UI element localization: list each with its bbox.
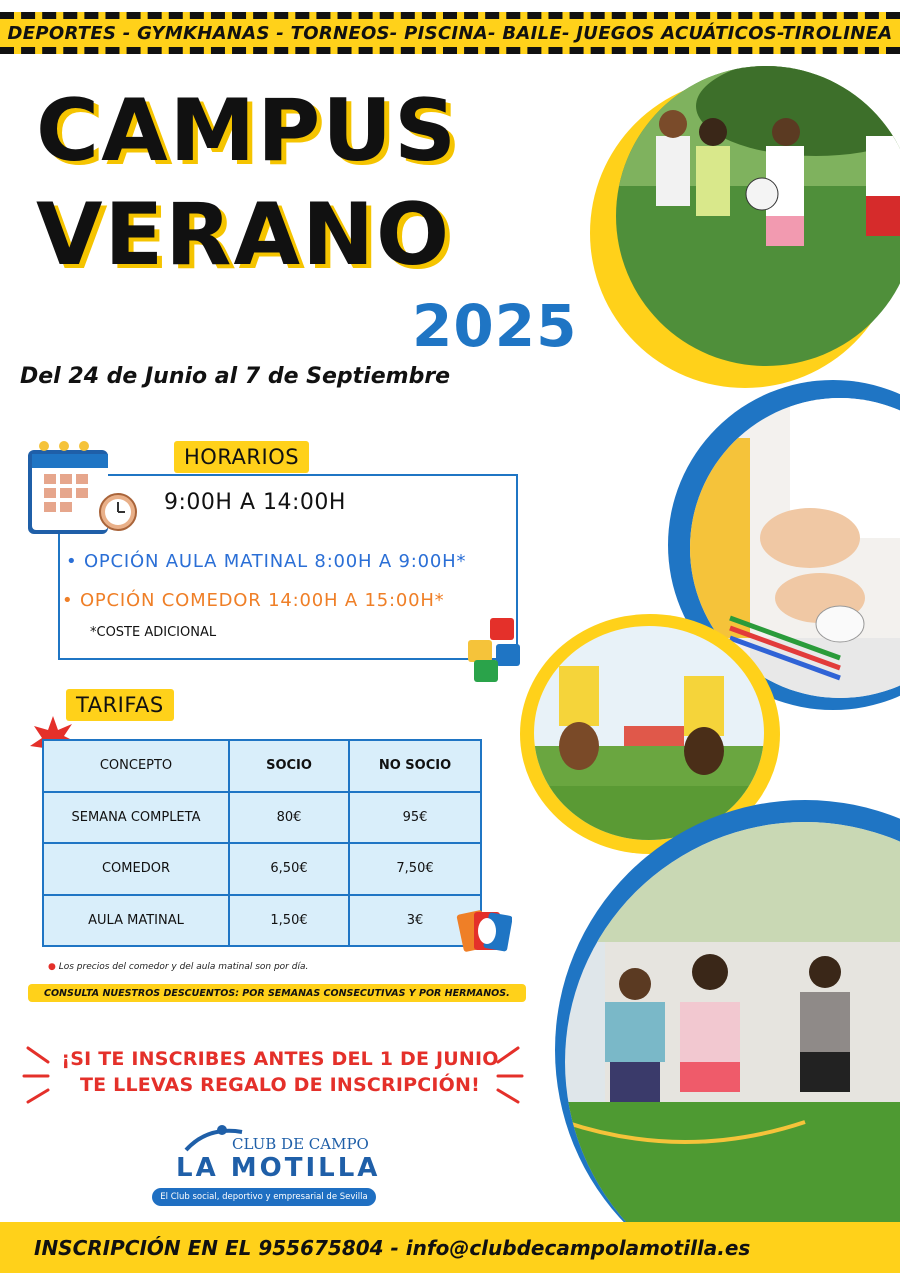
table-row	[43, 792, 481, 844]
logo-subtitle: El Club social, deportivo y empresarial de Sevilla	[152, 1188, 376, 1206]
discount-banner	[28, 984, 526, 1002]
title-campus: CAMPUS	[36, 81, 459, 181]
schedule-time: 9:00H A 14:00H	[164, 490, 346, 515]
price-note-text: Los precios del comedor y del aula matinal son por día.	[58, 962, 309, 972]
table-row	[43, 843, 481, 895]
title-verano: VERANO	[36, 185, 452, 285]
tarifas-tag: TARIFAS	[66, 689, 174, 721]
row-concept: AULA MATINAL	[43, 895, 229, 947]
logo-club-text: CLUB DE CAMPO	[232, 1135, 369, 1153]
header-no-socio: NO SOCIO	[349, 740, 481, 792]
option-comedor: • OPCIÓN COMEDOR 14:00H A 15:00H*	[62, 590, 445, 611]
cards-icon	[456, 906, 512, 956]
row-concept: SEMANA COMPLETA	[43, 792, 229, 844]
promo-line-1: ¡SI TE INSCRIBES ANTES DEL 1 DE JUNIO	[61, 1048, 499, 1070]
table-header-row	[43, 740, 481, 792]
clock-icon	[98, 488, 138, 532]
footer-contact-text: INSCRIPCIÓN EN EL 955675804 - info@clubdecampolamotilla.es	[34, 1235, 751, 1260]
tarifas-table	[42, 739, 482, 947]
row-no-socio-price: 95€	[349, 792, 481, 844]
activities-text: DEPORTES - GYMKHANAS - TORNEOS- PISCINA- BAILE- JUEGOS ACUÁTICOS-TIROLINEA	[7, 22, 893, 44]
photo-kids-upside-down	[534, 626, 764, 840]
puzzle-icon	[464, 614, 530, 686]
table-row	[43, 895, 481, 947]
option-aula-matinal: • OPCIÓN AULA MATINAL 8:00H A 9:00H*	[66, 551, 467, 572]
header-concepto: CONCEPTO	[43, 740, 229, 792]
row-socio-price: 6,50€	[229, 843, 349, 895]
discount-text: CONSULTA NUESTROS DESCUENTOS: POR SEMANAS CONSECUTIVAS Y POR HERMANOS.	[44, 987, 510, 999]
header-socio: SOCIO	[229, 740, 349, 792]
additional-cost-note: *COSTE ADICIONAL	[90, 625, 217, 640]
row-no-socio-price: 7,50€	[349, 843, 481, 895]
logo-name-text: LA MOTILLA	[176, 1153, 381, 1183]
row-no-socio-price: 3€	[349, 895, 481, 947]
pin-icon: ●	[48, 962, 56, 972]
date-range: Del 24 de Junio al 7 de Septiembre	[20, 364, 451, 389]
promo-line-2: TE LLEVAS REGALO DE INSCRIPCIÓN!	[80, 1074, 480, 1096]
horarios-tag: HORARIOS	[174, 441, 309, 473]
row-socio-price: 1,50€	[229, 895, 349, 947]
title-year: 2025	[412, 292, 578, 360]
footer-contact	[0, 1222, 900, 1273]
row-socio-price: 80€	[229, 792, 349, 844]
top-banner	[0, 12, 900, 54]
photo-kids-playing-ball	[616, 66, 900, 366]
row-concept: COMEDOR	[43, 843, 229, 895]
price-note	[48, 962, 308, 972]
